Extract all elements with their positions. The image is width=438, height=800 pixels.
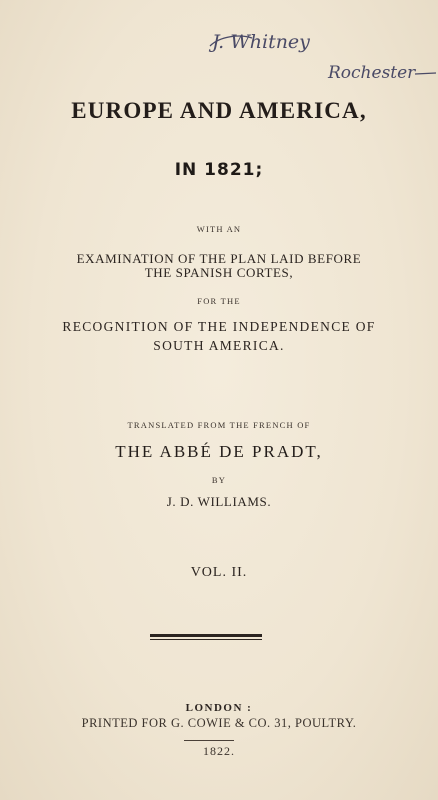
printer-line: PRINTED FOR G. COWIE & CO. 31, POULTRY. bbox=[81, 716, 357, 730]
signature-name: J. Whitney bbox=[212, 31, 310, 53]
translated-from-text: TRANSLATED FROM THE FRENCH OF bbox=[127, 420, 311, 430]
year-line: IN 1821; bbox=[174, 160, 264, 180]
volume-number: VOL. II. bbox=[190, 565, 248, 580]
recognition-line-2: SOUTH AMERICA. bbox=[153, 338, 285, 353]
author-name: THE ABBÉ DE PRADT, bbox=[115, 442, 323, 461]
double-rule-thick bbox=[150, 634, 262, 637]
by-text: BY bbox=[211, 475, 227, 485]
handwritten-signature bbox=[200, 18, 438, 88]
publication-city: LONDON : bbox=[185, 702, 253, 714]
signature-place: Rochester bbox=[328, 63, 416, 83]
with-an-text: WITH AN bbox=[196, 224, 242, 234]
for-the-text: FOR THE bbox=[197, 296, 241, 306]
recognition-line-1: RECOGNITION OF THE INDEPENDENCE OF bbox=[62, 319, 376, 334]
double-rule-thin bbox=[150, 639, 262, 640]
translator-name: J. D. WILLIAMS. bbox=[166, 494, 272, 509]
main-title: EUROPE AND AMERICA, bbox=[71, 98, 367, 123]
publication-year: 1822. bbox=[203, 744, 235, 758]
date-rule bbox=[184, 740, 234, 741]
examination-line-1: EXAMINATION OF THE PLAN LAID BEFORE bbox=[76, 251, 362, 266]
examination-line-2: THE SPANISH CORTES, bbox=[144, 265, 294, 280]
